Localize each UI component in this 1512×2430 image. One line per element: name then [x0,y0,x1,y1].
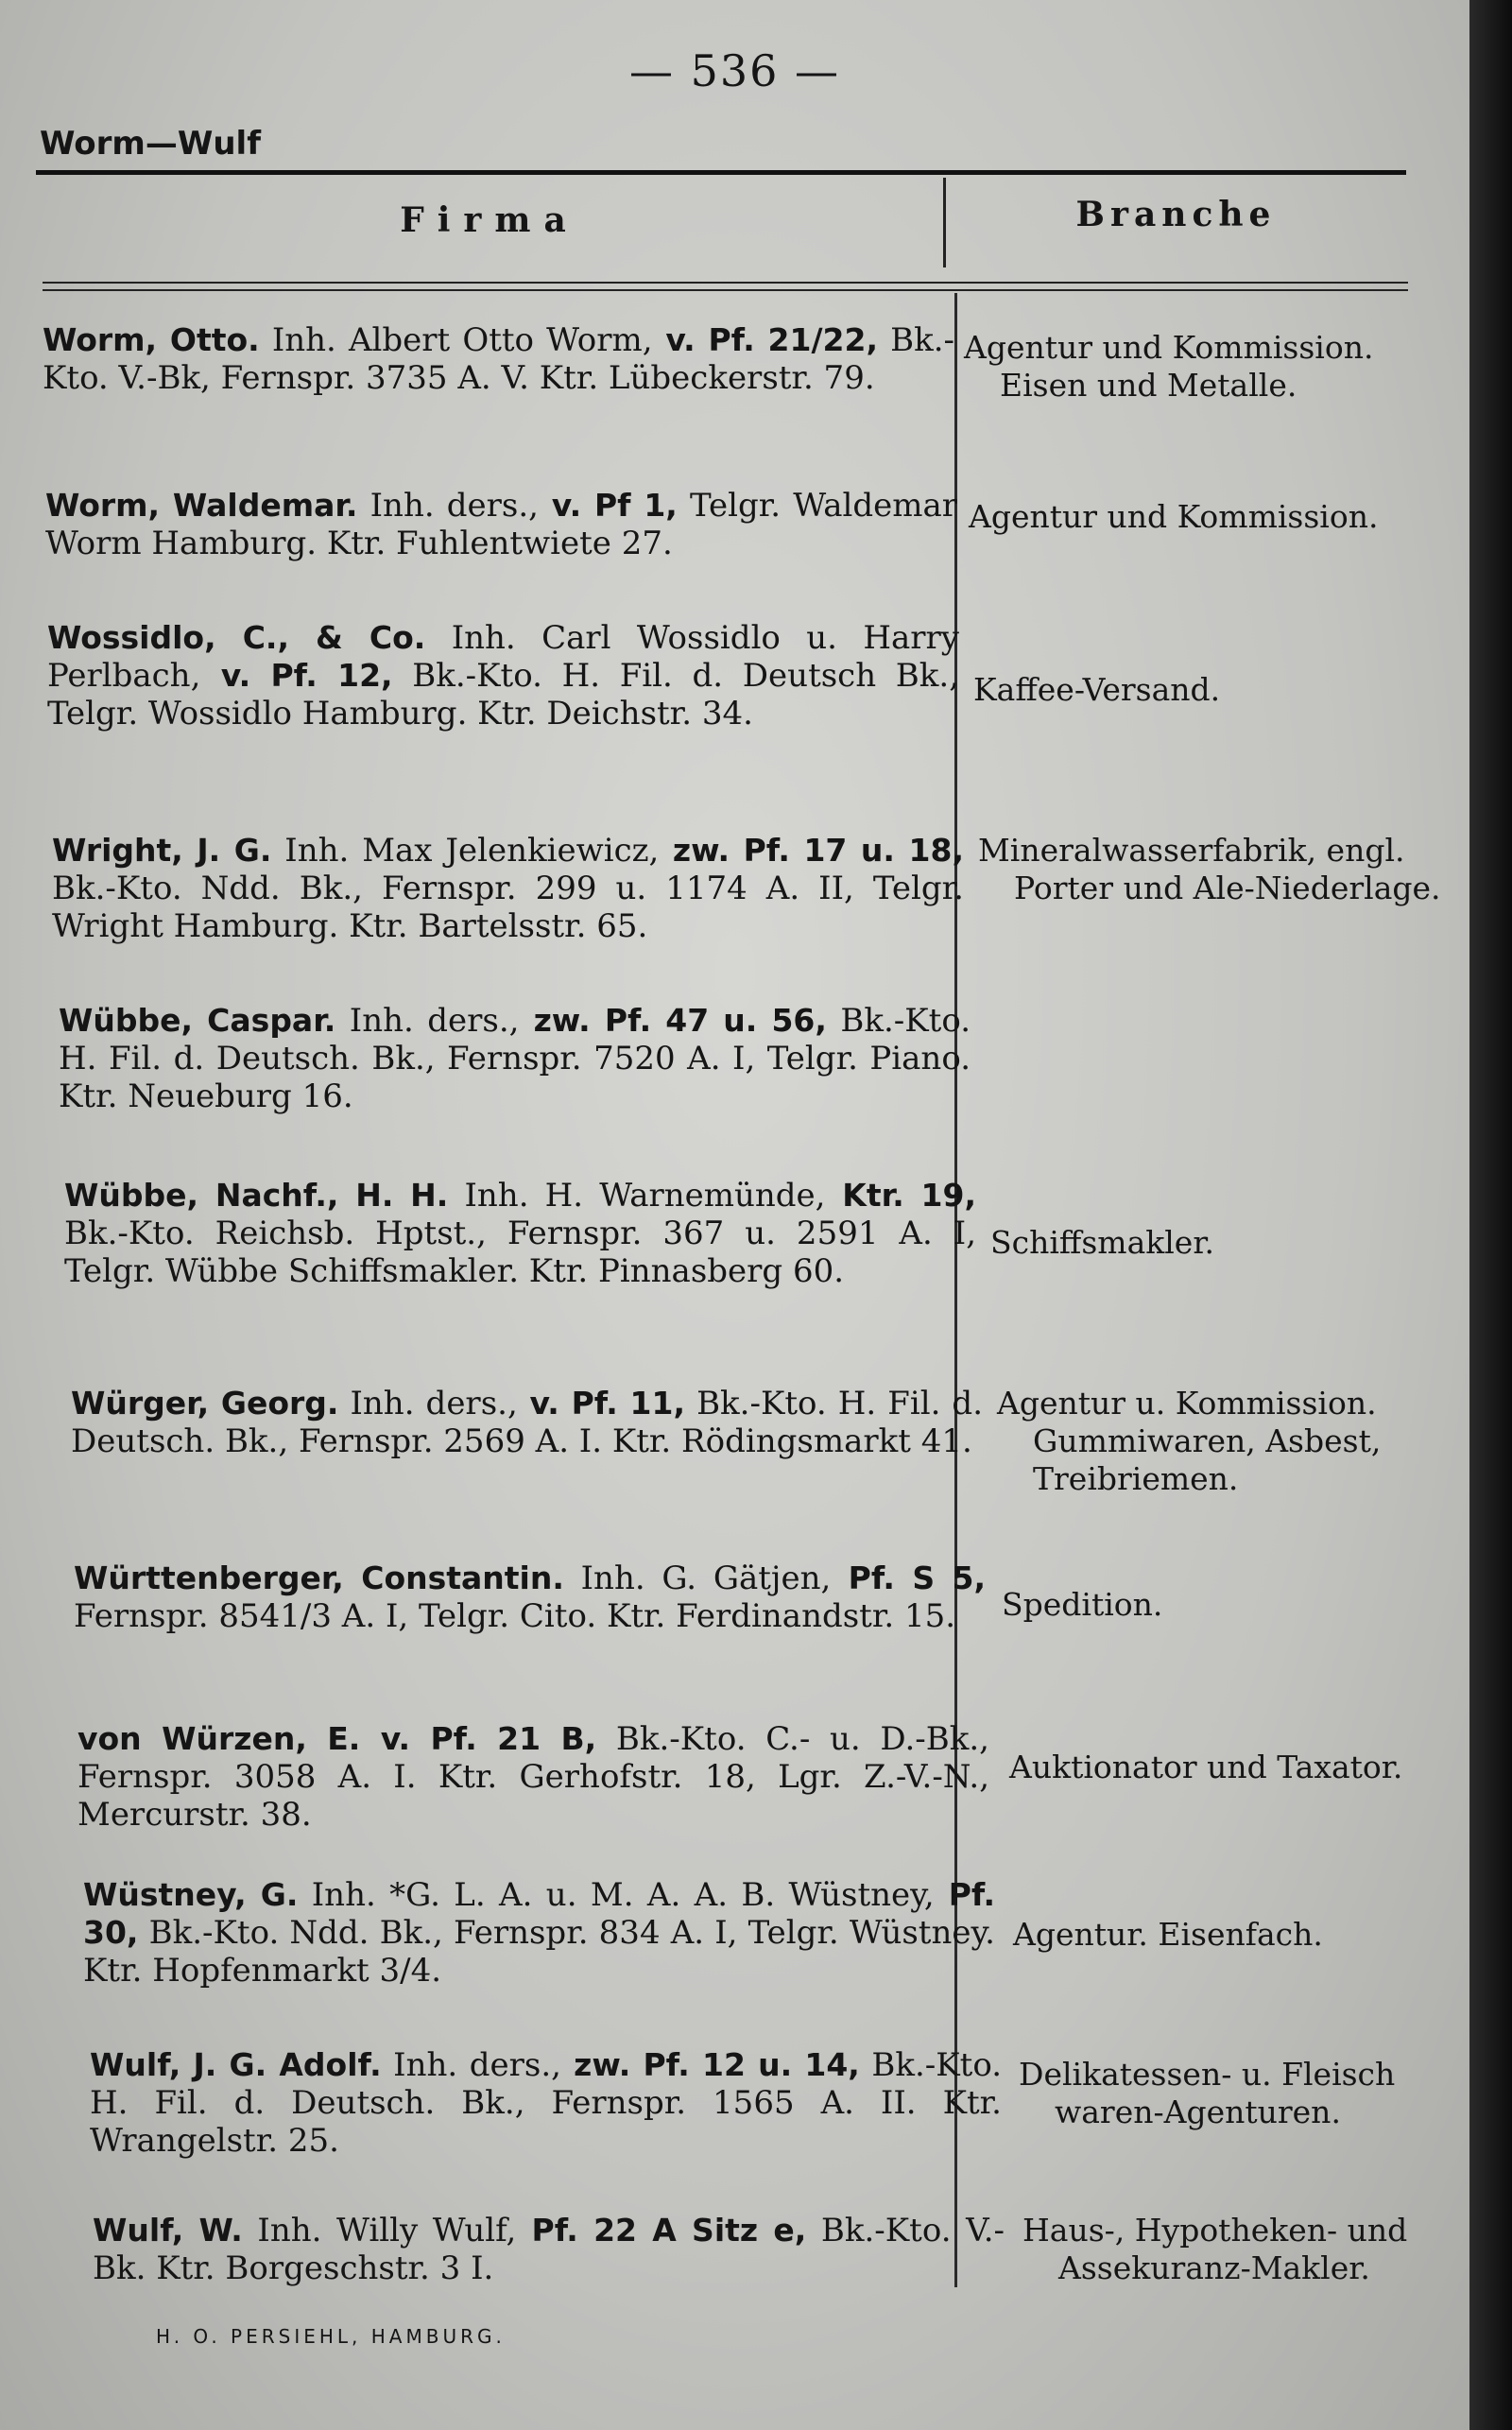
firm-text [59,1002,971,1115]
firm-owner: Inh. G. Gätjen, [563,1560,832,1597]
branche-text [997,1385,1488,1498]
firm-text [90,2046,1002,2160]
firm-name: Würger, Georg. [71,1385,339,1422]
firm-name: Worm, Otto. [43,321,260,358]
double-rule-upper [43,282,1408,284]
firm-postbox: v. Pf. 21 B, [360,1720,597,1757]
column-header-firma: Firma [400,200,579,240]
branche-text [1013,1916,1504,1954]
branche-text [1019,2056,1510,2131]
firm-postbox: zw. Pf. 47 u. 56, [519,1002,827,1039]
branche-line: Spedition. [1002,1586,1163,1623]
firm-postbox: zw. Pf. 17 u. 18, [659,832,964,869]
branche-text [973,671,1465,709]
firm-postbox: Ktr. 19, [825,1177,976,1214]
branche-text [1022,2212,1512,2287]
branche-line: Haus-, Hypotheken- und [1022,2212,1408,2249]
firm-details: Bk.-Kto. V.-Bk, Fernspr. 3735 A. V. Ktr. Lübeckerstr. 79. [43,321,954,397]
firm-details: Bk.-Kto. H. Fil. d. Deutsch. Bk., Fernspr. 2569 A. I. Ktr. Rödingsmarkt 41. [71,1385,983,1460]
firm-owner: Inh. Max Jelenkiewicz, [271,832,660,870]
firm-owner: Inh. ders., [357,487,539,525]
firm-details: Telgr. Waldemar Worm Hamburg. Ktr. Fuhlentwiete 27. [45,487,957,562]
firm-name: von Würzen, E. [77,1720,361,1757]
firm-text [64,1177,976,1290]
firm-owner: Inh. Willy Wulf, [242,2212,517,2249]
firm-postbox: Pf. S 5, [831,1560,986,1596]
branche-line: waren-Agenturen. [1055,2094,1341,2130]
header-rule [36,170,1406,175]
branche-line: Assekuranz-Makler. [1058,2249,1370,2286]
firm-owner: Inh. Carl Wossidlo u. Harry Perlbach, [47,619,960,695]
branche-line: Gummiwaren, Asbest, Treibriemen. [1033,1422,1382,1497]
firm-text [52,832,964,945]
firm-name: Wulf, W. [93,2212,243,2249]
firm-name: Württenberger, Constantin. [74,1560,564,1596]
branche-line: Porter und Ale-Niederlage. [1014,870,1441,906]
firm-text [74,1560,986,1635]
firm-owner: Inh. Albert Otto Worm, [259,321,653,359]
branche-line: Agentur u. Kommission. [997,1385,1377,1422]
firm-text [47,619,959,732]
firm-name: Wübbe, Nachf., H. H. [64,1177,449,1214]
firm-text [77,1720,989,1834]
double-rule-lower [43,289,1408,291]
firm-text [83,1876,995,1990]
firm-name: Wübbe, Caspar. [59,1002,336,1039]
firm-details: Fernspr. 8541/3 A. I, Telgr. Cito. Ktr. Ferdinandstr. 15. [74,1597,956,1635]
firm-details: Bk.-Kto. V.-Bk. Ktr. Borgeschstr. 3 I. [93,2212,1005,2287]
branche-text [1009,1749,1501,1786]
firm-owner: Inh. H. Warnemünde, [448,1177,826,1215]
firm-text [71,1385,983,1460]
firm-details: Bk.-Kto. H. Fil. d. Deutsch Bk., Telgr. Wossidlo Hamburg. Ktr. Deichstr. 34. [47,657,959,732]
firm-details: Bk.-Kto. H. Fil. d. Deutsch. Bk., Fernspr. 1565 A. II. Ktr. Wrangelstr. 25. [90,2046,1003,2160]
firm-name: Wüstney, G. [83,1876,299,1913]
running-head: Worm—Wulf [40,125,261,163]
firm-postbox: v. Pf 1, [538,487,678,524]
firm-postbox: v. Pf. 11, [517,1385,686,1422]
branche-text [990,1224,1482,1262]
branche-line: Mineralwasserfabrik, engl. [978,832,1405,869]
branche-text [969,498,1460,536]
firm-owner: Inh. ders., [381,2046,561,2084]
firm-details: Bk.-Kto. H. Fil. d. Deutsch. Bk., Fernspr. 7520 A. I, Telgr. Piano. Ktr. Neueburg 16. [59,1002,971,1115]
firm-name: Worm, Waldemar. [45,487,358,524]
branche-line: Auktionator und Taxator. [1009,1749,1403,1785]
firm-details: Bk.-Kto. Ndd. Bk., Fernspr. 299 u. 1174 A. II, Telgr. Wright Hamburg. Ktr. Bartelsstr. 65. [52,870,964,945]
page-number: — 536 — [628,45,841,96]
branche-text [964,329,1455,405]
firm-postbox: Pf. 22 A Sitz e, [516,2212,807,2249]
firm-owner: Inh. ders., [338,1385,518,1422]
firm-postbox: Pf. 30, [83,1876,995,1951]
firm-postbox: v. Pf. 21/22, [652,321,878,358]
branche-text [1002,1586,1493,1624]
firm-name: Wright, J. G. [52,832,272,869]
branche-line: Eisen und Metalle. [1000,367,1297,404]
branche-line: Agentur und Kommission. [969,498,1379,535]
printer-imprint: H. O. PERSIEHL, HAMBURG. [156,2325,506,2348]
firm-postbox: v. Pf. 12, [200,657,393,694]
firm-postbox: zw. Pf. 12 u. 14, [560,2046,860,2083]
branche-text [978,832,1469,907]
branche-line: Schiffsmakler. [990,1224,1214,1261]
firm-text [93,2212,1005,2287]
firm-name: Wossidlo, C., & Co. [47,619,426,656]
firm-text [45,487,957,562]
branche-line: Agentur. Eisenfach. [1013,1916,1323,1953]
branche-line: Kaffee-Versand. [973,671,1221,708]
firm-text [43,321,954,397]
firm-name: Wulf, J. G. Adolf. [90,2046,382,2083]
branche-line: Delikatessen- u. Fleisch [1019,2056,1396,2093]
firm-owner: Inh. *G. L. A. u. M. A. A. B. Wüstney, [298,1876,935,1914]
branche-line: Agentur und Kommission. [964,329,1374,366]
firm-details: Bk.-Kto. C.- u. D.-Bk., Fernspr. 3058 A. I. Ktr. Gerhofstr. 18, Lgr. Z.-V.-N., Mercurstr. 38. [77,1720,989,1834]
page-edge [1469,0,1512,2430]
column-header-branche: Branche [1075,195,1277,234]
firm-details: Bk.-Kto. Ndd. Bk., Fernspr. 834 A. I, Telgr. Wüstney. Ktr. Hopfenmarkt 3/4. [83,1914,995,1990]
firm-details: Bk.-Kto. Reichsb. Hptst., Fernspr. 367 u. 2591 A. I, Telgr. Wübbe Schiffsmakler. Ktr. Pinnasberg 60. [64,1215,976,1290]
firm-owner: Inh. ders., [335,1002,520,1040]
